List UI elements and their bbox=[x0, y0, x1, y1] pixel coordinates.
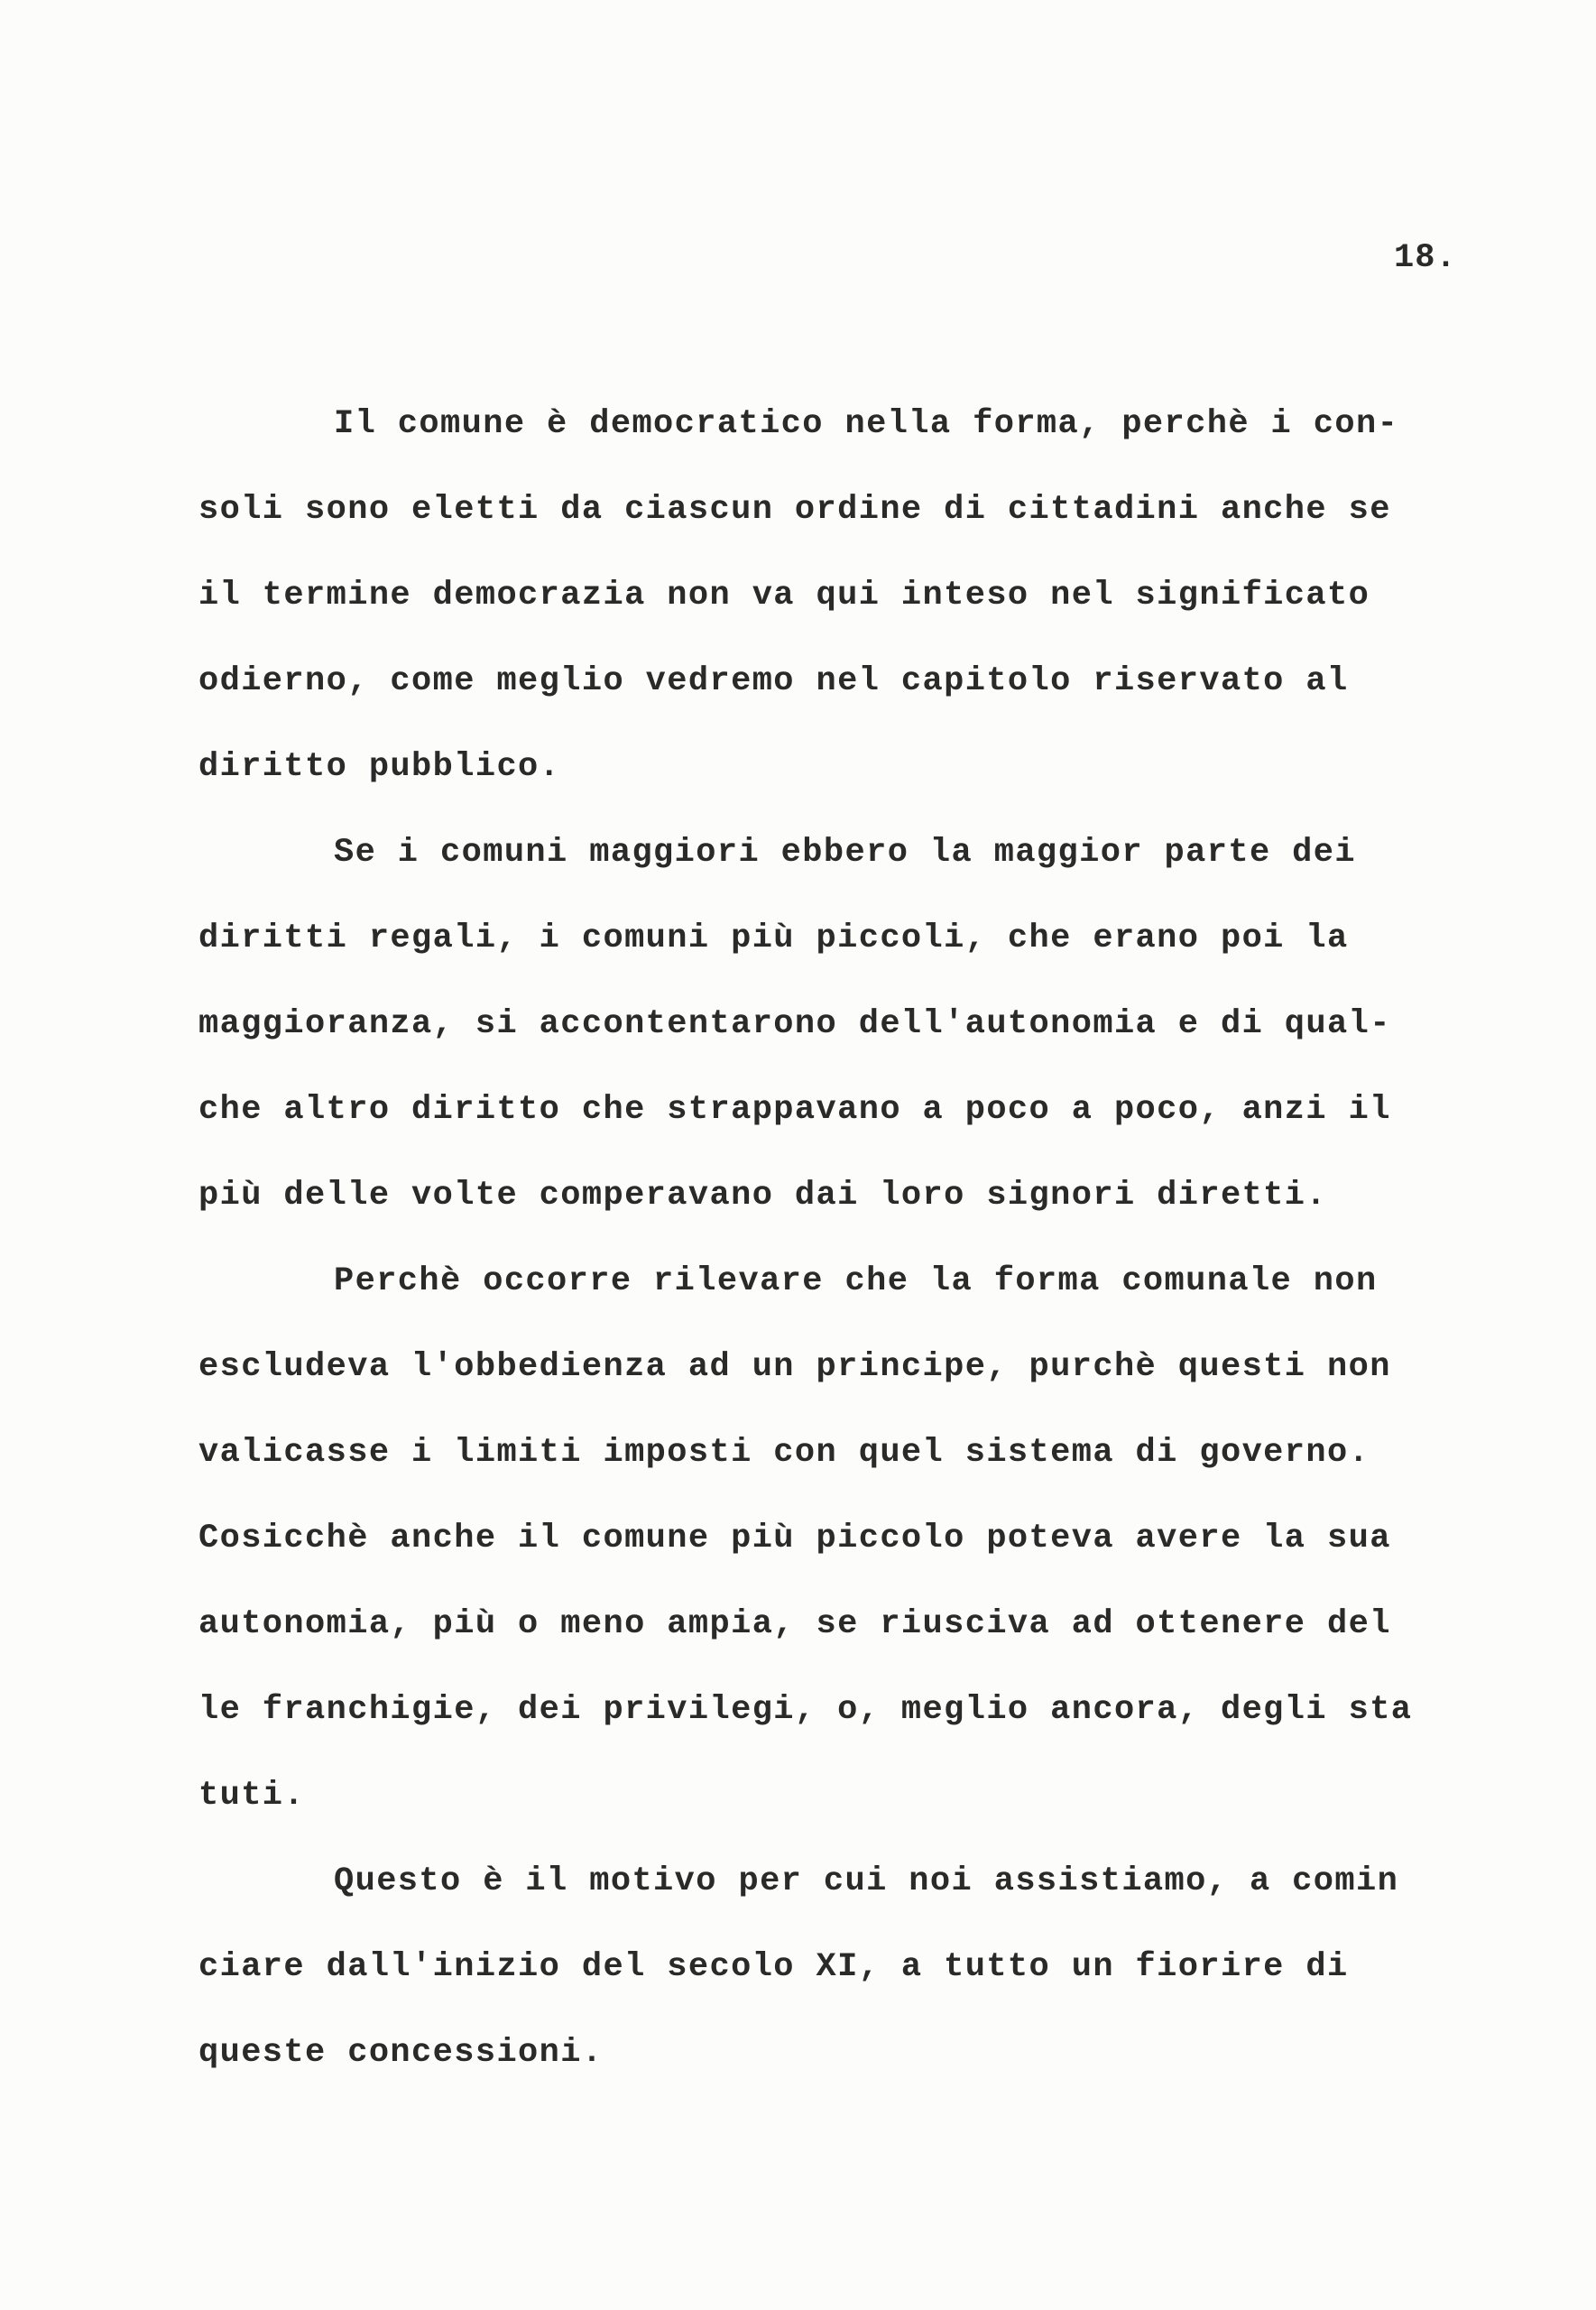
text-line: escludeva l'obbedienza ad un principe, purchè questi non bbox=[198, 1348, 1391, 1386]
text-line: Se i comuni maggiori ebbero la maggior parte dei bbox=[334, 834, 1356, 872]
text-line: autonomia, più o meno ampia, se riusciva ad ottenere del bbox=[198, 1605, 1391, 1643]
text-line: le franchigie, dei privilegi, o, meglio ancora, degli sta bbox=[198, 1691, 1413, 1729]
text-line: queste concessioni. bbox=[198, 2034, 604, 2072]
text-line: diritti regali, i comuni più piccoli, che erano poi la bbox=[198, 919, 1349, 957]
text-line: Perchè occorre rilevare che la forma comunale non bbox=[334, 1262, 1378, 1300]
text-line: ciare dall'inizio del secolo XI, a tutto un fiorire di bbox=[198, 1948, 1349, 1986]
text-line: odierno, come meglio vedremo nel capitolo riservato al bbox=[198, 662, 1349, 700]
text-line: diritto pubblico. bbox=[198, 748, 561, 786]
text-line: Questo è il motivo per cui noi assistiamo, a comin bbox=[334, 1862, 1399, 1900]
text-line: valicasse i limiti imposti con quel sistema di governo. bbox=[198, 1434, 1370, 1472]
text-line: più delle volte comperavano dai loro signori diretti. bbox=[198, 1177, 1327, 1215]
page-number: 18. bbox=[1394, 239, 1457, 277]
text-line: che altro diritto che strappavano a poco a poco, anzi il bbox=[198, 1091, 1391, 1129]
text-line: maggioranza, si accontentarono dell'autonomia e di qual- bbox=[198, 1005, 1391, 1043]
text-line: il termine democrazia non va qui inteso nel significato bbox=[198, 577, 1370, 614]
text-line: tuti. bbox=[198, 1777, 306, 1815]
text-line: Cosicchè anche il comune più piccolo poteva avere la sua bbox=[198, 1520, 1391, 1557]
text-line: soli sono eletti da ciascun ordine di cittadini anche se bbox=[198, 491, 1391, 529]
text-line: Il comune è democratico nella forma, perchè i con- bbox=[334, 405, 1399, 443]
